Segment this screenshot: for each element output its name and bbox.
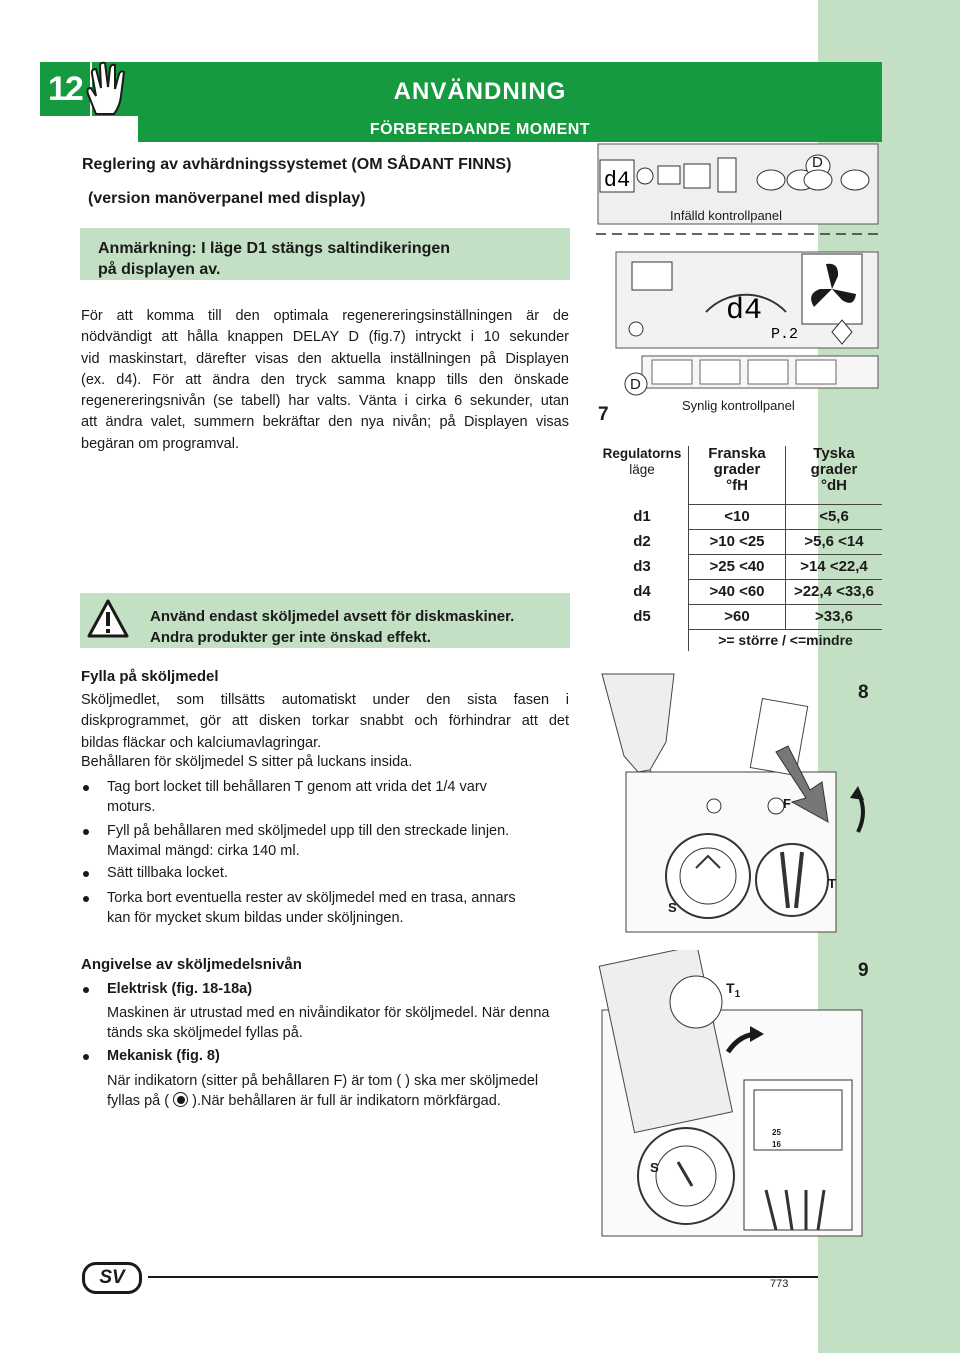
full-indicator-icon bbox=[173, 1092, 188, 1107]
indicator-f bbox=[768, 798, 784, 814]
bullet-dot bbox=[83, 987, 89, 993]
label-t: T bbox=[726, 980, 735, 996]
bullet-line: Sätt tillbaka locket. bbox=[107, 865, 228, 881]
button-label-d-visible: D bbox=[630, 376, 641, 393]
table-cell: >25 <40 bbox=[689, 554, 786, 579]
para-line: Sköljmedlet, som tillsätts automatiskt under den sista fasen i bbox=[81, 692, 569, 708]
figure-number-7: 7 bbox=[598, 404, 609, 425]
bullet-electric-text bbox=[107, 1003, 569, 1043]
header-line: °dH bbox=[821, 477, 847, 494]
header-line: Franska bbox=[708, 445, 766, 462]
bullet-line: moturs. bbox=[107, 799, 156, 815]
para-line: (ex. d4). För att ändra den tryck samma knapp tills den önskade bbox=[81, 371, 569, 388]
section-heading-softener: Reglering av avhärdningssystemet (OM SÅDANT FINNS) bbox=[82, 156, 512, 173]
tablet-icon bbox=[684, 164, 710, 188]
display-main-d4: d4 bbox=[726, 294, 763, 328]
table-cell: d2 bbox=[633, 533, 651, 550]
note-line: Anmärkning: I läge D1 stängs saltindikeringen bbox=[98, 240, 451, 257]
rinse-aid-paragraph bbox=[81, 690, 569, 754]
table-cell: <5,6 bbox=[786, 504, 883, 529]
para-line: att ändra valet, summern bekräftar den nya nivån; på Displayen visas bbox=[81, 414, 569, 431]
figure-number-8: 8 bbox=[858, 682, 869, 703]
program-icon bbox=[658, 166, 680, 184]
button-oval-4 bbox=[841, 170, 869, 190]
mark-16: 16 bbox=[772, 1140, 781, 1149]
page-number: 12 bbox=[48, 70, 82, 108]
note-text bbox=[98, 238, 568, 280]
para-line: regenereringsnivån (se tabell) har valts. Vänta i cirka 6 sekunder, utan bbox=[81, 393, 569, 410]
header-line: grader bbox=[810, 461, 858, 478]
softener-paragraph bbox=[81, 306, 569, 455]
section-heading-level: Angivelse av sköljmedelsnivån bbox=[81, 956, 302, 973]
header-line: läge bbox=[629, 462, 655, 477]
table-cell: d3 bbox=[633, 558, 651, 575]
section-heading-rinse-aid: Fylla på sköljmedel bbox=[81, 668, 219, 685]
bottle-illustration bbox=[602, 674, 674, 772]
table-row bbox=[596, 554, 882, 579]
para-line: bildas fläckar och kalciumavlagringar. bbox=[81, 734, 322, 751]
bullet-line: Maximal mängd: cirka 140 ml. bbox=[107, 843, 300, 859]
clock-icon bbox=[637, 168, 653, 184]
bullet-dot bbox=[83, 871, 89, 877]
label-hidden-panel: Infälld kontrollpanel bbox=[670, 208, 783, 223]
bullet-dot bbox=[83, 896, 89, 902]
bullet-line: Torka bort eventuella rester av sköljmedel med en trasa, annars bbox=[107, 890, 516, 906]
bullet-dot bbox=[83, 1054, 89, 1060]
table-footnote-row bbox=[596, 629, 882, 651]
bullet-line bbox=[107, 1091, 569, 1111]
table-cell: >40 <60 bbox=[689, 579, 786, 604]
cap-t1 bbox=[670, 976, 722, 1028]
table-header-row bbox=[596, 446, 882, 504]
sun-icon bbox=[707, 799, 721, 813]
rinse-aid-fill-figure bbox=[596, 672, 881, 940]
bullet-wipe bbox=[107, 888, 569, 928]
page-code: 773 bbox=[770, 1278, 789, 1290]
language-badge: SV bbox=[82, 1262, 142, 1294]
note-line: på displayen av. bbox=[98, 261, 221, 278]
bullet-dot bbox=[83, 785, 89, 791]
label-t-fig8: T bbox=[828, 876, 836, 891]
warning-line: Använd endast sköljmedel avsett för diskmaskiner. bbox=[150, 608, 515, 625]
label-f-fig8: F bbox=[783, 796, 791, 811]
table-row bbox=[596, 604, 882, 629]
bullet-line: Maskinen är utrustad med en nivåindikator för sköljmedel. När denna bbox=[107, 1005, 550, 1021]
bullet-line: När indikatorn (sitter på behållaren F) är tom ( ) ska mer sköljmedel bbox=[107, 1073, 539, 1089]
warning-triangle-icon bbox=[86, 598, 130, 640]
table-cell: d5 bbox=[633, 608, 651, 625]
para-line: vid maskinstart, därefter visas den aktuella inställningen på Displayen bbox=[81, 350, 569, 367]
bullet-line: Tag bort locket till behållaren T genom att vrida det 1/4 varv bbox=[107, 779, 487, 795]
text-fragment: ).När behållaren är full är indikatorn mörkfärgad. bbox=[192, 1093, 501, 1109]
table-row bbox=[596, 529, 882, 554]
bullet-dot bbox=[83, 829, 89, 835]
page-title: ANVÄNDNING bbox=[393, 78, 567, 105]
button-label-d: D bbox=[812, 154, 823, 171]
section-subheading-display: (version manöverpanel med display) bbox=[88, 190, 366, 207]
label-s-fig9: S bbox=[650, 1160, 659, 1175]
clock-icon-2 bbox=[629, 322, 643, 336]
bullet-line: tänds ska sköljmedel fyllas på. bbox=[107, 1025, 303, 1041]
mark-25: 25 bbox=[772, 1128, 781, 1137]
display-top-d4: d4 bbox=[603, 168, 631, 193]
header-line: °fH bbox=[726, 477, 748, 494]
label-t-subscript: 1 bbox=[734, 988, 741, 1000]
wash-icon bbox=[632, 262, 672, 290]
page-subtitle: FÖRBEREDANDE MOMENT bbox=[310, 120, 650, 140]
table-header bbox=[786, 446, 883, 504]
table-cell: <10 bbox=[689, 504, 786, 529]
display-p2: P.2 bbox=[771, 326, 799, 343]
warning-line: Andra produkter ger inte önskad effekt. bbox=[150, 629, 431, 646]
table-cell: >33,6 bbox=[786, 604, 883, 629]
salt-icon bbox=[718, 158, 736, 192]
table-cell: >5,6 <14 bbox=[786, 529, 883, 554]
para-line: diskprogrammet, gör att disken torkar snabbt och förhindrar att det bbox=[81, 713, 569, 730]
para-line: För att komma till den optimala regenereringsinställningen är de bbox=[81, 308, 569, 324]
table-cell: >22,4 <33,6 bbox=[786, 579, 883, 604]
bullet-mechanical-title: Mekanisk (fig. 8) bbox=[107, 1048, 220, 1064]
table-row bbox=[596, 579, 882, 604]
table-header bbox=[689, 446, 786, 504]
bullet-line: Fyll på behållaren med sköljmedel upp till den streckade linjen. bbox=[107, 823, 510, 839]
button-oval-3 bbox=[804, 170, 832, 190]
para-line: begäran om programval. bbox=[81, 435, 239, 452]
header-line: Regulatorns bbox=[602, 446, 682, 461]
table-cell-empty bbox=[596, 629, 689, 651]
footer-rule bbox=[148, 1276, 818, 1278]
warning-text bbox=[150, 606, 514, 648]
bullet-replace-cap bbox=[107, 863, 228, 883]
table-header bbox=[596, 446, 689, 504]
table-cell: >10 <25 bbox=[689, 529, 786, 554]
table-footnote: >= större / <=mindre bbox=[689, 629, 883, 651]
header-line: Tyska bbox=[813, 445, 855, 462]
label-s-fig8: S bbox=[668, 900, 677, 915]
dispenser-cap-t bbox=[756, 844, 828, 916]
figure-number-9: 9 bbox=[858, 960, 869, 981]
bullet-line: kan för mycket skum bildas under sköljningen. bbox=[107, 910, 404, 926]
bullet-remove-cap bbox=[107, 777, 569, 817]
table-cell: >60 bbox=[689, 604, 786, 629]
button-oval-1 bbox=[757, 170, 785, 190]
table-cell: d1 bbox=[633, 508, 651, 525]
text-fragment: fyllas på ( bbox=[107, 1093, 170, 1109]
para-line: nödvändigt att hålla knappen DELAY D (fig.7) intryckt i 10 sekunder bbox=[81, 329, 569, 346]
table-cell: d4 bbox=[633, 583, 651, 600]
hand-icon bbox=[78, 60, 138, 120]
hardness-table bbox=[596, 446, 882, 651]
label-t1-fig9 bbox=[726, 980, 740, 1000]
bullet-mechanical-text bbox=[107, 1071, 569, 1111]
header-line: grader bbox=[713, 461, 761, 478]
label-visible-panel: Synlig kontrollpanel bbox=[682, 398, 795, 413]
table-row bbox=[596, 504, 882, 529]
rinse-aid-location: Behållaren för sköljmedel S sitter på luckans insida. bbox=[81, 754, 413, 770]
bullet-electric-title: Elektrisk (fig. 18-18a) bbox=[107, 981, 253, 997]
bullet-fill bbox=[107, 821, 569, 861]
level-strip-1 bbox=[750, 699, 807, 776]
table-cell: >14 <22,4 bbox=[786, 554, 883, 579]
